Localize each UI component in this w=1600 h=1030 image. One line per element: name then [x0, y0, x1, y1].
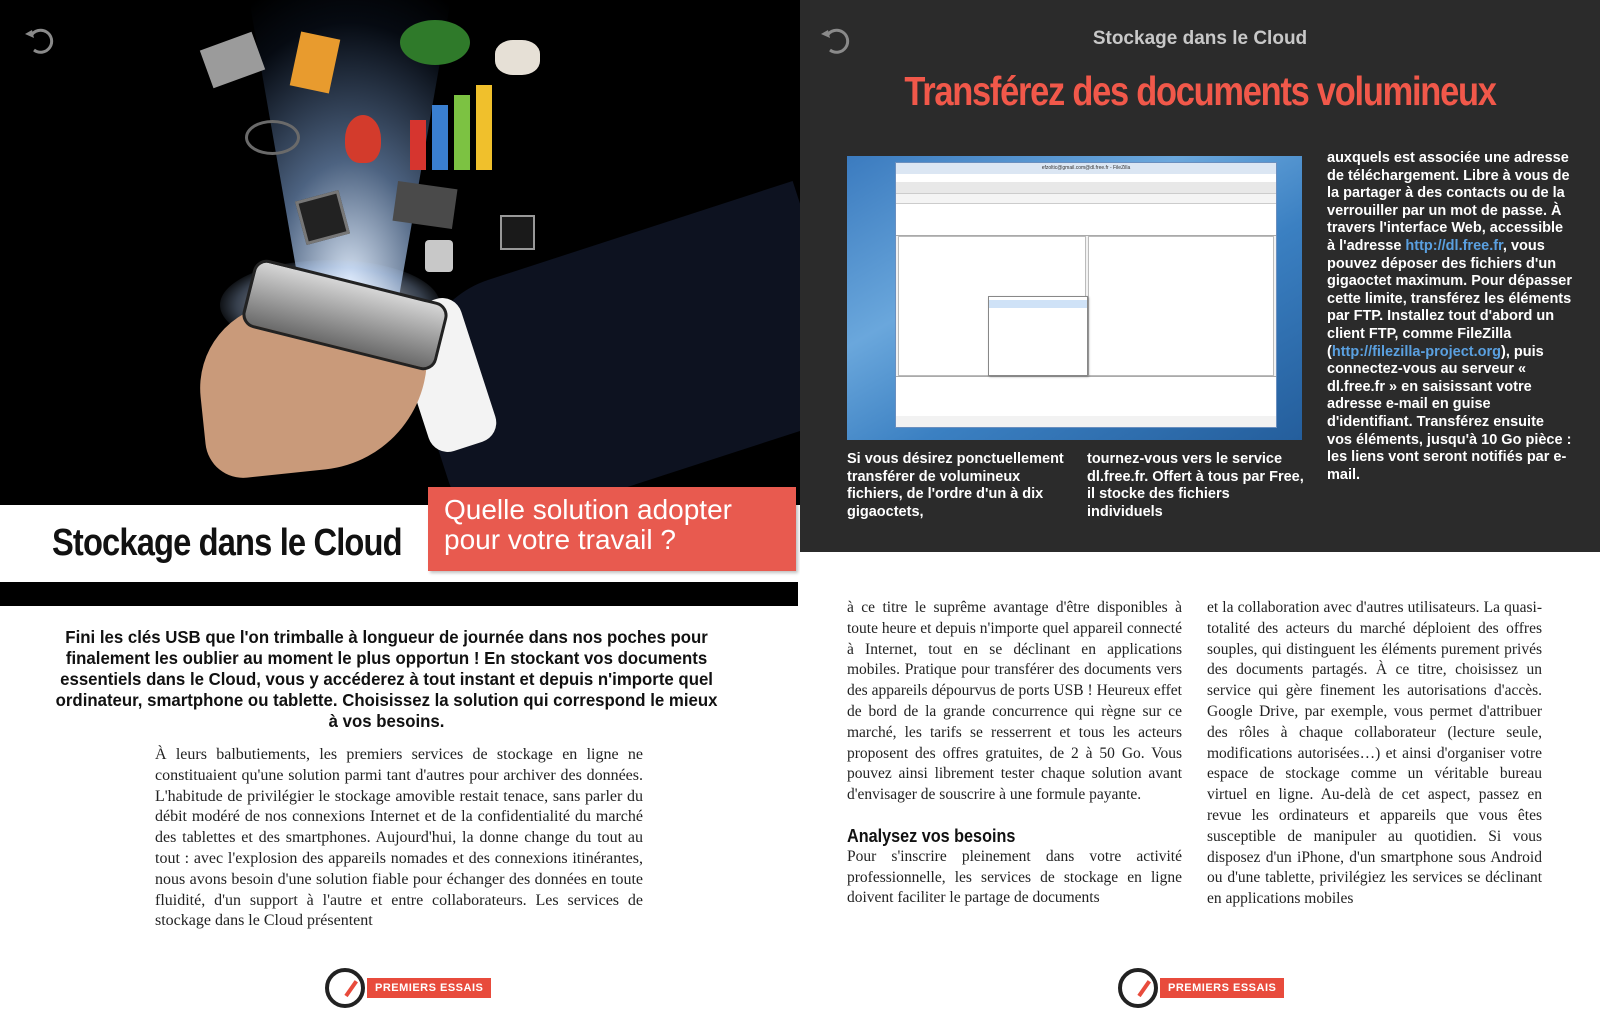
footer-tag: PREMIERS ESSAIS	[367, 978, 491, 998]
tree-object	[400, 20, 470, 65]
notebook-object	[393, 181, 458, 229]
bicycle-object	[245, 120, 300, 155]
intro-col-3-text-1: auxquels est associée une adresse de téléchargement. Libre à vous de la partager à des contacts ou de la verrouiller par un mot de passe. À travers l'interface Web, accessible à l'adresse	[1327, 150, 1570, 254]
balloon-object	[345, 115, 381, 163]
intro-col-3-text-3: ), puis connectez-vous au serveur « dl.free.fr » en saisissant votre adresse e-mail en guise d'identifiant. Transférez ensuite vos éléments, jusqu'à 10 Go pièce : les liens vont seront notifiés par e-mail.	[1327, 343, 1572, 483]
right-page	[800, 0, 1600, 1030]
filezilla-title-bar: efzoltic@gmail.com@dl.free.fr - FileZilla	[896, 163, 1276, 174]
black-divider	[0, 582, 798, 606]
section-label: Stockage dans le Cloud	[1092, 28, 1308, 49]
body-text-left: À leurs balbutiements, les premiers services de stockage en ligne ne constituaient qu'une solution parmi tant d'autres pour archiver des données. L'habitude de privilégier le stockage amovible restait tenace, sans parler du débit modéré de nos connexions Internet et de la confidentialité du marché des tablettes et des smartphones. Aujourd'hui, la donne change du tout au tout : avec l'explosion des appareils nomades et des connexions itinérantes, nous avons besoin d'une solution fiable pour échanger des données en toute fluidité, d'un support à l'autre et entre collaborateurs. Les services de stockage dans le Cloud présentent	[155, 746, 643, 930]
free-link[interactable]: http://dl.free.fr	[1405, 237, 1503, 254]
laptop-object	[200, 32, 265, 88]
bar-chart-blue	[432, 105, 448, 170]
article-title: Transférez des documents volumineux	[904, 68, 1496, 114]
subtitle-line-2: pour votre travail ?	[444, 524, 676, 555]
dark-panel	[800, 0, 1600, 552]
intro-col-1: Si vous désirez ponctuellement transférer de volumineux fichiers, de l'ordre d'un à dix gigaoctets,	[847, 451, 1064, 520]
intro-col-2: tournez-vous vers le service dl.free.fr. Offert à tous par Free, il stocke des fichiers individuels	[1087, 451, 1304, 520]
body-col-1-para-a: à ce titre le suprême avantage d'être disponibles à toute heure et depuis n'importe quel appareil connecté à Internet, tout en se déclinant en applications mobiles. Pratique pour transférer des documents vers des appareils dépourvus de ports USB ! Heureux effet de bord de la grande concurrence qui règne sur ce marché, les tarifs se resserrent et tous les acteurs proposent des offres gratuites, de 2 à 50 Go. Vous pouvez ainsi librement tester chaque solution avant d'envisager de souscrire à une formule payante.	[847, 599, 1182, 804]
bar-chart-red	[410, 120, 426, 170]
bar-chart-green	[454, 95, 470, 170]
body-text-col-2: et la collaboration avec d'autres utilisateurs. La quasi-totalité des acteurs du marché déploient des offres souples, qui distinguent les éléments purement privés des documents partagés. À ce titre, choisissez un service qui gère finement les autorisations d'accès. Google Drive, par exemple, vous permet d'attribuer des rôles à chaque collaborateur (lecture seule, modifications autorisées…) et ainsi d'organiser votre espace de stockage comme un véritable bureau virtuel en ligne. Au-delà de cet aspect, passez en revue les ordinateurs et appareils que vous êtes susceptible de manipuler au quotidien. Si vous disposez d'un iPhone, d'un smartphone sous Android ou d'une tablette, privilégiez les services se déclinant en applications mobiles	[1207, 599, 1542, 908]
filezilla-panes	[896, 236, 1276, 376]
footer-tag-right: PREMIERS ESSAIS	[1160, 978, 1284, 998]
context-menu	[988, 296, 1088, 376]
bar-chart-yellow	[476, 85, 492, 170]
context-menu-highlight	[989, 300, 1087, 308]
page-title: Stockage dans le Cloud	[52, 522, 402, 564]
back-arrow-icon[interactable]	[22, 22, 62, 62]
subheading: Analysez vos besoins	[847, 825, 1016, 846]
intro-col-3-text-2: , vous pouvez déposer des fichiers d'un gigaoctet maximum. Pour dépasser cette limite, transférez les éléments par FTP. Installez tout d'abord un client FTP, comme FileZilla (	[1327, 237, 1572, 360]
remote-pane	[1088, 236, 1274, 376]
piggy-bank-object	[495, 40, 540, 75]
subtitle-box	[428, 487, 796, 571]
back-arrow-icon-right-svg	[818, 22, 854, 58]
footer-logo-right	[1118, 968, 1284, 1008]
filezilla-window	[895, 162, 1277, 428]
body-col-1-para-b: Pour s'inscrire pleinement dans votre activité professionnelle, les services de stockage en ligne doivent faciliter le partage de documents	[847, 847, 1182, 907]
body-text-col-1	[847, 598, 1182, 909]
back-arrow-icon-right[interactable]	[818, 22, 858, 62]
filezilla-log	[896, 204, 1276, 236]
lead-paragraph: Fini les clés USB que l'on trimballe à longueur de journée dans nos poches pour finalement les oublier au moment le plus opportun ! En stockant vos documents essentiels dans le Cloud, vous y accéderez à tout instant et depuis n'importe quel ordinateur, smartphone ou tablette. Choisissez la solution qui correspond le mieux à vos besoins.	[55, 627, 718, 731]
footer-logo-left	[325, 968, 491, 1008]
padlock-object	[425, 240, 453, 272]
monitor-object	[500, 215, 535, 250]
filezilla-menu	[896, 174, 1276, 182]
filezilla-queue	[896, 376, 1276, 416]
hero-image	[0, 0, 800, 505]
filezilla-toolbar	[896, 182, 1276, 194]
gauge-icon	[325, 968, 365, 1008]
filezilla-link[interactable]: http://filezilla-project.org	[1331, 343, 1502, 360]
filezilla-screenshot	[847, 156, 1302, 440]
back-arrow-icon-svg	[22, 22, 58, 58]
filezilla-quickconnect	[896, 194, 1276, 204]
intro-col-3	[1327, 150, 1572, 484]
subtitle-line-1: Quelle solution adopter	[444, 494, 732, 525]
gauge-icon-right	[1118, 968, 1158, 1008]
